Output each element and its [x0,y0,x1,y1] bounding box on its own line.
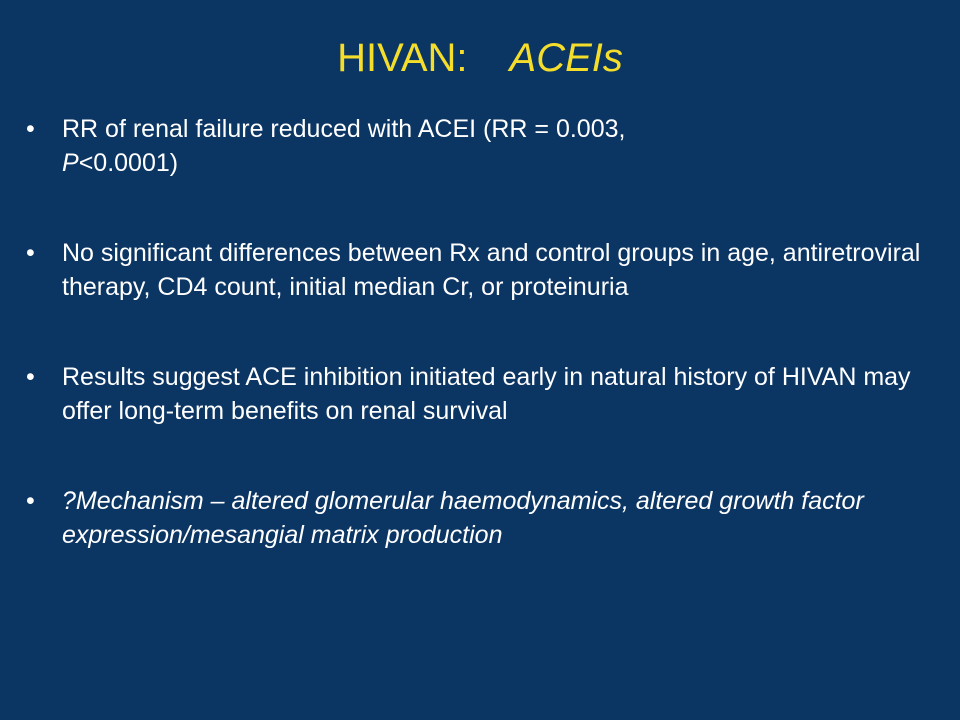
bullet-item [26,112,926,180]
slide-title-main: HIVAN: [337,36,468,80]
bullet-text: RR of renal failure reduced with ACEI (RR = 0.003, [62,115,626,143]
slide-title-italic: ACEIs [509,36,623,80]
p-value-symbol: P [62,149,79,177]
bullet-marker: • [26,239,35,267]
slide-title [0,34,960,82]
bullet-item [26,236,926,304]
bullet-text: Results suggest ACE inhibition initiated early in natural history of HIVAN may offer long-term benefits on renal survival [62,363,911,425]
bullet-item [26,360,926,428]
bullet-text: ?Mechanism – altered glomerular haemodynamics, altered growth factor expression/mesangial matrix production [62,487,864,549]
bullet-marker: • [26,115,35,143]
bullet-item [26,484,926,552]
bullet-list [26,112,926,552]
bullet-text: No significant differences between Rx and control groups in age, antiretroviral therapy, CD4 count, initial median Cr, or proteinuria [62,239,921,301]
p-value-text: <0.0001) [78,149,179,177]
bullet-marker: • [26,487,35,515]
bullet-marker: • [26,363,35,391]
